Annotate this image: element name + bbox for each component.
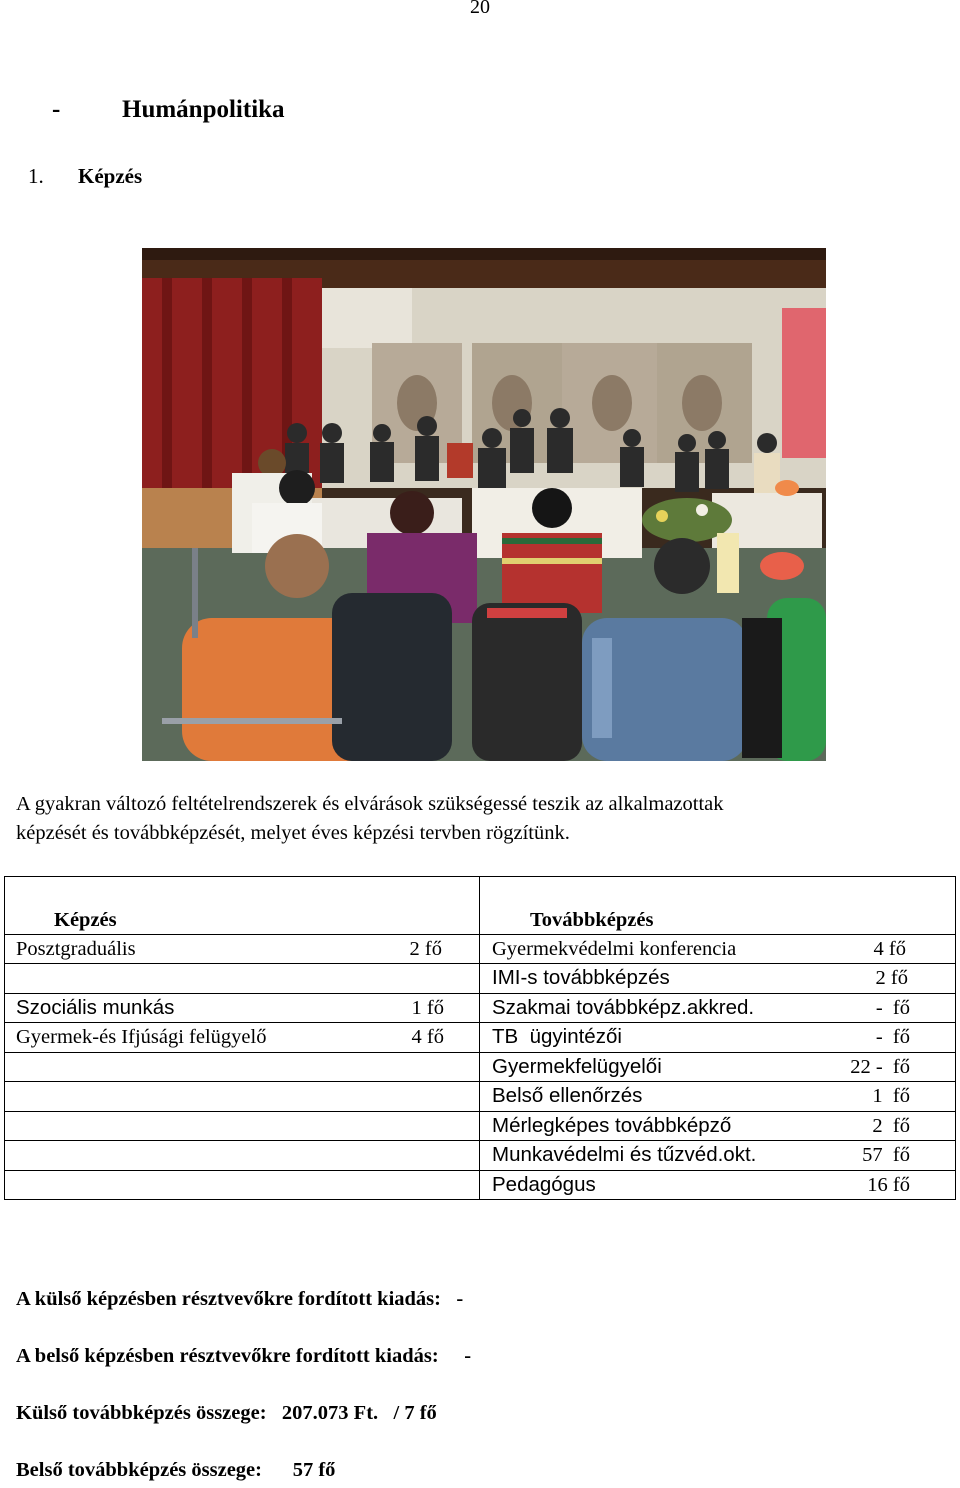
left-row-count: 2 fő	[409, 938, 442, 960]
left-row-count: 4 fő	[411, 1026, 444, 1048]
page-number: 20	[470, 0, 490, 18]
left-row-label: Posztgraduális	[16, 938, 136, 960]
left-row-label: Szociális munkás	[16, 996, 175, 1019]
table-header-kepzes: Képzés	[54, 909, 117, 931]
table-header-tovabbkepzes: Továbbképzés	[530, 909, 654, 931]
right-row-label: Pedagógus	[492, 1173, 596, 1196]
section-title: Humánpolitika	[122, 96, 285, 123]
right-row-count: - fő	[875, 1026, 910, 1048]
subsection-title: Képzés	[78, 164, 143, 188]
training-meeting-photo	[142, 248, 826, 761]
right-row-count: 57 fő	[862, 1144, 910, 1166]
left-row-count: 1 fő	[411, 997, 444, 1019]
table-row-line	[4, 1170, 956, 1171]
table-row-line	[4, 1081, 956, 1082]
section-dash: -	[52, 96, 61, 123]
intro-line-1: A gyakran változó feltételrendszerek és elvárások szükségessé teszik az alkalmazottak	[16, 793, 724, 815]
right-row-count: 22 - fő	[850, 1056, 910, 1078]
right-row-label: Belső ellenőrzés	[492, 1084, 643, 1107]
table-row-line	[4, 963, 956, 964]
right-row-label: IMI-s továbbképzés	[492, 966, 670, 989]
right-row-label: Gyermekfelügyelői	[492, 1055, 662, 1078]
right-row-label: TB ügyintézői	[492, 1025, 622, 1048]
external-further-training-total: Külső továbbképzés összege: 207.073 Ft. / 7 fő	[16, 1402, 437, 1424]
table-row-line	[4, 993, 956, 994]
right-row-label: Gyermekvédelmi konferencia	[492, 938, 737, 960]
table-row-line	[4, 1052, 956, 1053]
left-row-label: Gyermek-és Ifjúsági felügyelő	[16, 1026, 267, 1048]
table-row-line	[4, 1140, 956, 1141]
right-row-count: 2 fő	[872, 1115, 910, 1137]
right-row-count: 4 fő	[873, 938, 906, 960]
subsection-number: 1.	[28, 164, 44, 188]
external-training-expense: A külső képzésben résztvevőkre fordított kiadás: -	[16, 1288, 464, 1310]
table-row-line	[4, 1022, 956, 1023]
right-row-count: 1 fő	[872, 1085, 910, 1107]
right-row-count: - fő	[875, 997, 910, 1019]
intro-line-2	[16, 819, 916, 848]
table-row-line	[4, 1111, 956, 1112]
right-row-label: Mérlegképes továbbképző	[492, 1114, 732, 1137]
internal-training-expense: A belső képzésben résztvevőkre fordított kiadás: -	[16, 1345, 472, 1367]
right-row-count: 16 fő	[867, 1174, 910, 1196]
internal-further-training-total: Belső továbbképzés összege: 57 fő	[16, 1459, 336, 1481]
intro-paragraph	[16, 790, 916, 848]
right-row-label: Szakmai továbbképz.akkred.	[492, 996, 755, 1019]
table-column-divider	[479, 876, 480, 1200]
right-row-count: 2 fő	[875, 967, 908, 989]
right-row-label: Munkavédelmi és tűzvéd.okt.	[492, 1143, 757, 1166]
table-row-line	[4, 934, 956, 935]
intro-line-2-text: képzését és továbbképzését, melyet éves képzési tervben rögzítünk.	[16, 822, 570, 844]
